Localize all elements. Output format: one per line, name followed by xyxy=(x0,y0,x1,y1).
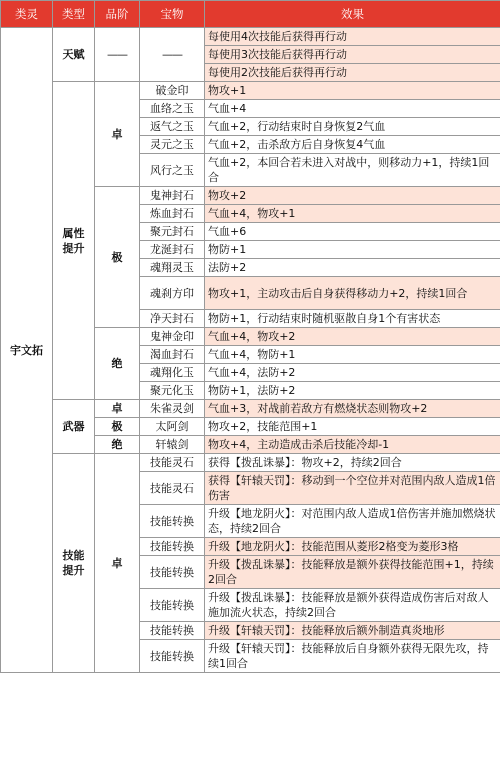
item-name: 聚元化玉 xyxy=(140,382,205,400)
item-effect: 升级【轩辕天罚】：技能释放后额外制造真炎地形 xyxy=(205,622,500,640)
item-effect: 气血+3，对战前若敌方有燃烧状态则物攻+2 xyxy=(205,400,500,418)
item-name: 风行之玉 xyxy=(140,154,205,187)
item-effect: 升级【轩辕天罚】：技能释放后自身额外获得无限先攻，持续1回合 xyxy=(205,640,500,673)
hero-name: 宇文拓 xyxy=(1,28,53,673)
item-name: 血络之玉 xyxy=(140,100,205,118)
item-name: 技能转换 xyxy=(140,640,205,673)
item-effect: 气血+4，物攻+1 xyxy=(205,205,500,223)
item-name: 技能灵石 xyxy=(140,454,205,472)
item-effect: 气血+6 xyxy=(205,223,500,241)
item-name: 技能转换 xyxy=(140,538,205,556)
group-skill: 技能 提升 xyxy=(53,454,95,673)
weapon-grade: 极 xyxy=(95,418,140,436)
talent-effect: 每使用3次技能后获得再行动 xyxy=(205,46,500,64)
item-name: 聚元封石 xyxy=(140,223,205,241)
item-effect: 升级【地龙阴火】：技能范围从菱形2格变为菱形3格 xyxy=(205,538,500,556)
weapon-grade: 卓 xyxy=(95,400,140,418)
group-weapon: 武器 xyxy=(53,400,95,454)
item-name: 技能转换 xyxy=(140,622,205,640)
item-name: 太阿剑 xyxy=(140,418,205,436)
item-effect: 气血+2，击杀敌方后自身恢复4气血 xyxy=(205,136,500,154)
header-category: 类灵 xyxy=(1,1,53,28)
header-row xyxy=(1,1,500,28)
item-effect: 获得【拨乱诛暴】：物攻+2，持续2回合 xyxy=(205,454,500,472)
item-effect: 物防+1，法防+2 xyxy=(205,382,500,400)
talent-effect: 每使用2次技能后获得再行动 xyxy=(205,64,500,82)
group-talent: 天赋 xyxy=(53,28,95,82)
item-effect: 物攻+1，主动攻击后自身获得移动力+2，持续1回合 xyxy=(205,277,500,310)
item-name: 魂刹方印 xyxy=(140,277,205,310)
item-name: 朱雀灵剑 xyxy=(140,400,205,418)
item-effect: 气血+2，行动结束时自身恢复2气血 xyxy=(205,118,500,136)
header-treasure: 宝物 xyxy=(140,1,205,28)
item-effect: 物防+1，行动结束时随机驱散自身1个有害状态 xyxy=(205,310,500,328)
grade-zhuo: 卓 xyxy=(95,82,140,187)
talent-grade: —— xyxy=(95,28,140,82)
item-name: 鬼神封石 xyxy=(140,187,205,205)
item-name: 灵元之玉 xyxy=(140,136,205,154)
item-effect: 气血+4，物防+1 xyxy=(205,346,500,364)
talent-item: —— xyxy=(140,28,205,82)
item-effect: 气血+4，物攻+2 xyxy=(205,328,500,346)
item-effect: 升级【拨乱诛暴】：技能释放是额外获得技能范围+1，持续2回合 xyxy=(205,556,500,589)
skill-grade: 卓 xyxy=(95,454,140,673)
item-name: 净天封石 xyxy=(140,310,205,328)
item-effect: 气血+2，本回合若未进入对战中，则移动力+1，持续1回合 xyxy=(205,154,500,187)
item-effect: 法防+2 xyxy=(205,259,500,277)
item-name: 鬼神金印 xyxy=(140,328,205,346)
item-effect: 升级【地龙阴火】：对范围内敌人造成1倍伤害并施加燃烧状态，持续2回合 xyxy=(205,505,500,538)
item-name: 魂翔灵玉 xyxy=(140,259,205,277)
item-effect: 气血+4 xyxy=(205,100,500,118)
item-effect: 物攻+2，技能范围+1 xyxy=(205,418,500,436)
item-effect: 物攻+1 xyxy=(205,82,500,100)
item-effect: 物攻+2 xyxy=(205,187,500,205)
header-effect: 效果 xyxy=(205,1,500,28)
item-name: 技能转换 xyxy=(140,589,205,622)
item-name: 技能灵石 xyxy=(140,472,205,505)
item-name: 轩辕剑 xyxy=(140,436,205,454)
item-name: 技能转换 xyxy=(140,505,205,538)
item-name: 渴血封石 xyxy=(140,346,205,364)
item-effect: 气血+4，法防+2 xyxy=(205,364,500,382)
talent-effect: 每使用4次技能后获得再行动 xyxy=(205,28,500,46)
item-effect: 升级【拨乱诛暴】：技能释放是额外获得造成伤害后对敌人施加流火状态，持续2回合 xyxy=(205,589,500,622)
item-effect: 获得【轩辕天罚】：移动到一个空位并对范围内敌人造成1倍伤害 xyxy=(205,472,500,505)
item-effect: 物防+1 xyxy=(205,241,500,259)
item-name: 返气之玉 xyxy=(140,118,205,136)
header-grade: 品阶 xyxy=(95,1,140,28)
item-name: 魂翔化玉 xyxy=(140,364,205,382)
item-name: 破金印 xyxy=(140,82,205,100)
item-effect: 物攻+4，主动造成击杀后技能冷却-1 xyxy=(205,436,500,454)
item-name: 龙涎封石 xyxy=(140,241,205,259)
group-attr: 属性 提升 xyxy=(53,82,95,400)
item-name: 炼血封石 xyxy=(140,205,205,223)
item-name: 技能转换 xyxy=(140,556,205,589)
weapon-grade: 绝 xyxy=(95,436,140,454)
grade-ji: 极 xyxy=(95,187,140,328)
header-type: 类型 xyxy=(53,1,95,28)
grade-jue: 绝 xyxy=(95,328,140,400)
